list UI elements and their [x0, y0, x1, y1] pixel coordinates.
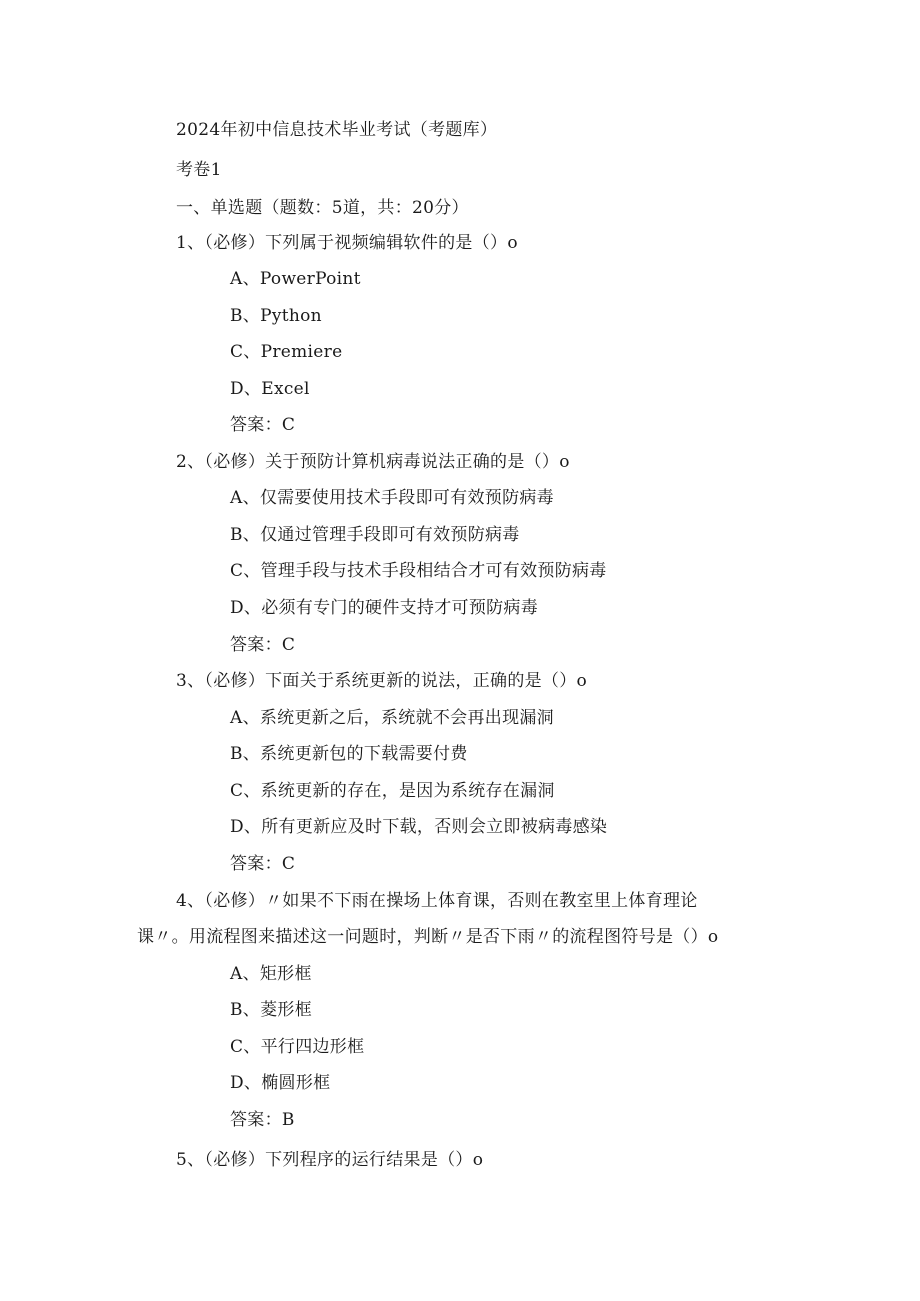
- question-3-option-a: A、系统更新之后，系统就不会再出现漏洞: [230, 708, 554, 728]
- question-1-option-a: A、PowerPoint: [230, 269, 361, 289]
- question-3-option-b: B、系统更新包的下载需要付费: [230, 744, 468, 764]
- paper-label: 考卷1: [176, 160, 222, 180]
- question-2-option-b: B、仅通过管理手段即可有效预防病毒: [230, 525, 520, 545]
- question-4-stem-continued: 课〃。用流程图来描述这一问题时，判断〃是否下雨〃的流程图符号是（）o: [137, 927, 719, 947]
- question-3-stem: 3、（必修）下面关于系统更新的说法，正确的是（）o: [176, 671, 588, 691]
- question-4-option-d: D、椭圆形框: [230, 1073, 331, 1093]
- question-4-stem: 4、（必修）〃如果不下雨在操场上体育课，否则在教室里上体育理论: [176, 891, 698, 911]
- question-4-answer: 答案：B: [230, 1110, 295, 1130]
- question-1-option-b: B、Python: [230, 306, 322, 326]
- question-4-option-c: C、平行四边形框: [230, 1037, 365, 1057]
- document-title: 2024年初中信息技术毕业考试（考题库）: [176, 120, 498, 140]
- question-3-option-c: C、系统更新的存在，是因为系统存在漏洞: [230, 781, 555, 801]
- question-2-option-a: A、仅需要使用技术手段即可有效预防病毒: [230, 488, 554, 508]
- question-1-option-d: D、Excel: [230, 379, 310, 399]
- question-3-option-d: D、所有更新应及时下载，否则会立即被病毒感染: [230, 817, 608, 837]
- section-heading: 一、单选题（题数：5道，共：20分）: [176, 198, 469, 218]
- question-2-stem: 2、（必修）关于预防计算机病毒说法正确的是（）o: [176, 452, 570, 472]
- question-1-stem: 1、（必修）下列属于视频编辑软件的是（）o: [176, 233, 518, 253]
- question-2-answer: 答案：C: [230, 635, 296, 655]
- question-1-option-c: C、Premiere: [230, 342, 343, 362]
- question-5-stem: 5、（必修）下列程序的运行结果是（）o: [176, 1150, 484, 1170]
- question-2-option-c: C、管理手段与技术手段相结合才可有效预防病毒: [230, 561, 607, 581]
- question-3-answer: 答案：C: [230, 854, 296, 874]
- question-1-answer: 答案：C: [230, 415, 296, 435]
- question-4-option-b: B、菱形框: [230, 1000, 312, 1020]
- question-2-option-d: D、必须有专门的硬件支持才可预防病毒: [230, 598, 539, 618]
- question-4-option-a: A、矩形框: [230, 964, 312, 984]
